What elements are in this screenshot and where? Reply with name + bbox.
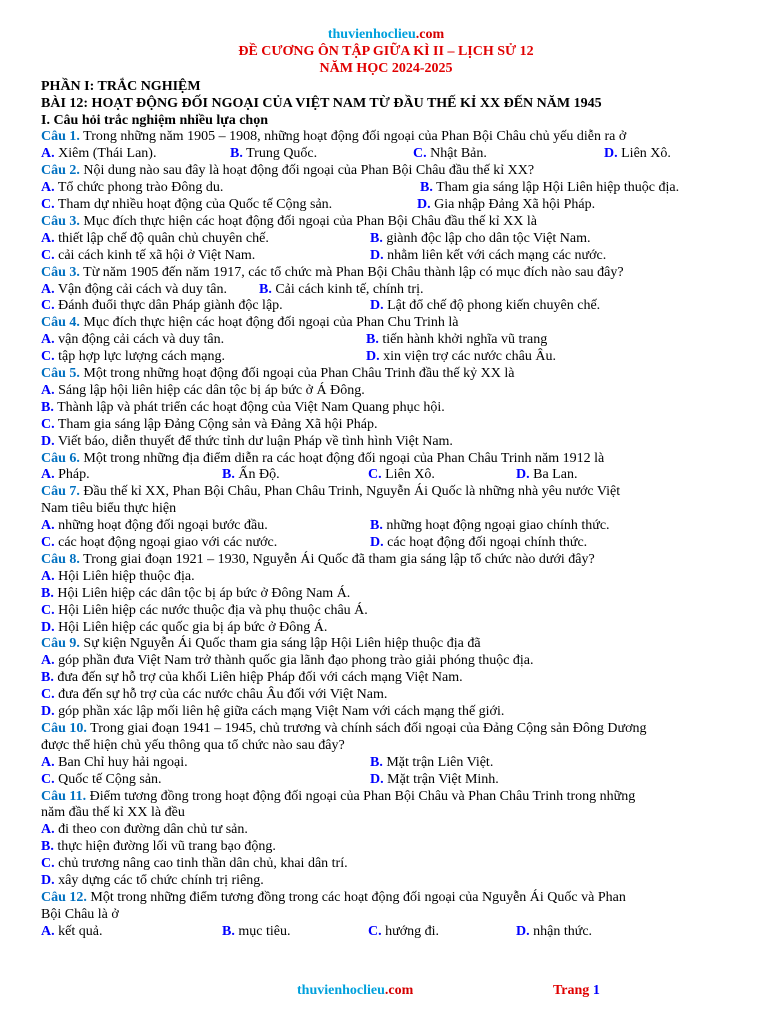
option-a: A. Pháp. (41, 467, 90, 483)
option-b: B. Mặt trận Liên Việt. (370, 754, 494, 770)
question-4 (41, 315, 731, 366)
question-text: Đầu thế kỉ XX, Phan Bội Châu, Phan Châu Trinh, Nguyễn Ái Quốc là những nhà yêu nước Việt (79, 484, 621, 500)
site-name[interactable] (328, 27, 444, 42)
option-c: C. Nhật Bản. (413, 146, 487, 162)
question-text-cont: được thể hiện chủ yếu thông qua tổ chức nào sau đây? (41, 737, 345, 753)
page-number: 1 (592, 983, 600, 998)
document-title: ĐỀ CƯƠNG ÔN TẬP GIỮA KÌ II – LỊCH SỬ 12 (238, 43, 534, 59)
question-number: Câu 2. (41, 163, 80, 179)
option-d: D. Liên Xô. (604, 146, 671, 162)
option-c: C. Quốc tế Cộng sản. (41, 771, 162, 787)
option-b: B. Tham gia sáng lập Hội Liên hiệp thuộc địa. (420, 180, 680, 196)
option-c: C. Liên Xô. (368, 467, 435, 483)
question-number: Câu 6. (41, 450, 80, 466)
option-b: B. Cải cách kinh tế, chính trị. (259, 281, 424, 297)
option-c: C. tập hợp lực lượng cách mạng. (41, 349, 225, 365)
option-a: A. Xiêm (Thái Lan). (41, 146, 157, 162)
option-a: A. Tổ chức phong trào Đông du. (41, 180, 224, 196)
question-number: Câu 12. (41, 890, 87, 905)
option-c: C. chủ trương nâng cao tinh thần dân chủ, khai dân trí. (41, 856, 348, 872)
page-label: Trang (553, 983, 593, 998)
option-c: C. Hội Liên hiệp các nước thuộc địa và phụ thuộc châu Á. (41, 602, 368, 618)
question-text-cont: Nam tiêu biểu thực hiện (41, 501, 177, 517)
question-text-cont: Bội Châu là ở (41, 906, 119, 922)
question-3a (41, 214, 731, 265)
option-c: C. Tham gia sáng lập Đảng Cộng sản và Đảng Xã hội Pháp. (41, 416, 378, 432)
question-text: Một trong những điểm tương đồng trong các hoạt động đối ngoại của Nguyễn Ái Quốc và Phan (86, 890, 626, 905)
option-c: C. hướng đi. (368, 923, 440, 939)
option-b: B. Hội Liên hiệp các dân tộc bị áp bức ở Đông Nam Á. (41, 585, 351, 601)
question-text: Nội dung nào sau đây là hoạt động đối ngoại của Phan Bội Châu đầu thế kỉ XX? (79, 163, 535, 179)
question-text-cont: năm đầu thế kỉ XX là đều (41, 805, 185, 821)
option-d: D. Mặt trận Việt Minh. (370, 771, 499, 787)
page-footer (0, 983, 768, 1001)
option-a: A. đi theo con đường dân chủ tư sản. (41, 822, 248, 838)
option-b: B. đưa đến sự hỗ trợ của khối Liên hiệp Pháp đối với cách mạng Việt Nam. (41, 670, 463, 686)
page-indicator (553, 983, 600, 1000)
option-a: A. những hoạt động đối ngoại bước đầu. (41, 518, 268, 534)
question-text: Trong những năm 1905 – 1908, những hoạt động đối ngoại của Phan Bội Châu chủ yếu diễn ra ở (79, 129, 627, 145)
option-c: C. các hoạt động ngoại giao với các nước. (41, 535, 278, 551)
question-text: Trong giai đoạn 1921 – 1930, Nguyễn Ái Quốc đã tham gia sáng lập tổ chức nào dưới đây? (79, 551, 595, 567)
question-number: Câu 10. (41, 720, 87, 736)
option-a: A. vận động cải cách và duy tân. (41, 332, 225, 348)
option-a: A. góp phần đưa Việt Nam trở thành quốc gia lãnh đạo phong trào giải phóng thuộc địa. (41, 653, 534, 669)
question-text: Trong giai đoạn 1941 – 1945, chủ trương và chính sách đối ngoại của Đảng Cộng sản Đông Dương (86, 720, 647, 736)
option-d: D. nhằm liên kết với cách mạng các nước. (370, 247, 607, 263)
question-number: Câu 11. (41, 788, 87, 804)
option-b: B. những hoạt động ngoại giao chính thức. (370, 518, 610, 534)
question-10 (41, 721, 731, 789)
option-c: C. đưa đến sự hỗ trợ của các nước châu Âu đối với Việt Nam. (41, 687, 388, 703)
option-d: D. xây dựng các tổ chức chính trị riêng. (41, 873, 264, 889)
question-text: Một trong những địa điểm diễn ra các hoạt động đối ngoại của Phan Châu Trinh năm 1912 là (79, 450, 605, 466)
question-9 (41, 636, 731, 721)
question-number: Câu 9. (41, 636, 80, 652)
footer-site-name[interactable] (297, 983, 413, 1000)
question-text: Mục đích thực hiện các hoạt động đối ngoại của Phan Chu Trinh là (79, 315, 459, 331)
option-d: D. Viết báo, diễn thuyết để thức tỉnh dư luận Pháp về tình hình Việt Nam. (41, 433, 453, 449)
option-b: B. giành độc lập cho dân tộc Việt Nam. (370, 230, 591, 246)
question-2 (41, 163, 731, 214)
site-header (41, 27, 731, 44)
question-5 (41, 366, 731, 451)
option-b: B. Trung Quốc. (230, 146, 318, 162)
question-6 (41, 451, 731, 485)
option-b: B. thực hiện đường lối vũ trang bạo động. (41, 839, 276, 855)
option-b: B. tiến hành khởi nghĩa vũ trang (366, 332, 548, 348)
document-page (41, 27, 731, 941)
option-a: A. Vận động cải cách và duy tân. (41, 281, 227, 297)
question-text: Từ năm 1905 đến năm 1917, các tổ chức mà Phan Bội Châu thành lập có mục đích nào sau đây? (79, 264, 624, 280)
question-8 (41, 552, 731, 637)
question-text: Điểm tương đồng trong hoạt động đối ngoại của Phan Bội Châu và Phan Châu Trinh trong những (86, 788, 636, 804)
school-year: NĂM HỌC 2024-2025 (319, 60, 453, 76)
question-number: Câu 5. (41, 365, 80, 381)
question-7 (41, 484, 731, 552)
option-a: A. Sáng lập hội liên hiệp các dân tộc bị áp bức ở Á Đông. (41, 382, 365, 398)
option-c: C. Tham dự nhiều hoạt động của Quốc tế Cộng sản. (41, 197, 333, 213)
question-number: Câu 3. (41, 264, 80, 280)
option-d: D. Lật đổ chế độ phong kiến chuyên chế. (370, 298, 601, 314)
option-a: A. Hội Liên hiệp thuộc địa. (41, 568, 195, 584)
question-text: Một trong những hoạt động đối ngoại của Phan Châu Trinh đầu thế kỷ XX là (79, 365, 515, 381)
question-1 (41, 129, 731, 163)
option-c: C. cải cách kinh tế xã hội ở Việt Nam. (41, 247, 256, 263)
option-b: B. mục tiêu. (222, 923, 291, 939)
option-b: B. Ấn Độ. (222, 467, 280, 483)
option-d: D. các hoạt động đối ngoại chính thức. (370, 535, 588, 551)
question-number: Câu 7. (41, 484, 80, 500)
question-11 (41, 789, 731, 890)
option-a: A. Ban Chỉ huy hải ngoại. (41, 754, 188, 770)
footer-site-main: thuvienhoclieu (297, 983, 385, 998)
option-d: D. nhận thức. (516, 923, 593, 939)
footer-site-tld: .com (384, 983, 414, 998)
question-text: Mục đích thực hiện các hoạt động đối ngoại của Phan Bội Châu đầu thế kỉ XX là (79, 213, 537, 229)
question-12 (41, 890, 731, 941)
option-d: D. xin viện trợ các nước châu Âu. (366, 349, 556, 365)
option-c: C. Đánh đuổi thực dân Pháp giành độc lập. (41, 298, 283, 314)
site-name-main: thuvienhoclieu (327, 27, 416, 42)
option-a: A. thiết lập chế độ quân chủ chuyên chế. (41, 230, 269, 246)
option-d: D. góp phần xác lập mối liên hệ giữa cách mạng Việt Nam với cách mạng thế giới. (41, 704, 505, 720)
part-heading: PHẦN I: TRẮC NGHIỆM (41, 78, 201, 94)
option-d: D. Hội Liên hiệp các quốc gia bị áp bức ở Đông Á. (41, 619, 328, 635)
question-number: Câu 4. (41, 315, 80, 331)
question-number: Câu 3. (41, 213, 80, 229)
option-b: B. Thành lập và phát triển các hoạt động của Việt Nam Quang phục hội. (41, 399, 445, 415)
question-number: Câu 1. (41, 129, 80, 145)
question-text: Sự kiện Nguyễn Ái Quốc tham gia sáng lập Hội Liên hiệp thuộc địa đã (79, 636, 481, 652)
lesson-heading: BÀI 12: HOẠT ĐỘNG ĐỐI NGOẠI CỦA VIỆT NAM TỪ ĐẦU THẾ KỈ XX ĐẾN NĂM 1945 (41, 95, 602, 111)
question-number: Câu 8. (41, 551, 80, 567)
subheading: I. Câu hỏi trắc nghiệm nhiều lựa chọn (41, 112, 268, 128)
question-3b (41, 265, 731, 316)
option-d: D. Gia nhập Đảng Xã hội Pháp. (417, 197, 596, 213)
option-a: A. kết quả. (41, 923, 103, 939)
option-d: D. Ba Lan. (516, 467, 578, 483)
site-name-tld: .com (415, 27, 445, 42)
